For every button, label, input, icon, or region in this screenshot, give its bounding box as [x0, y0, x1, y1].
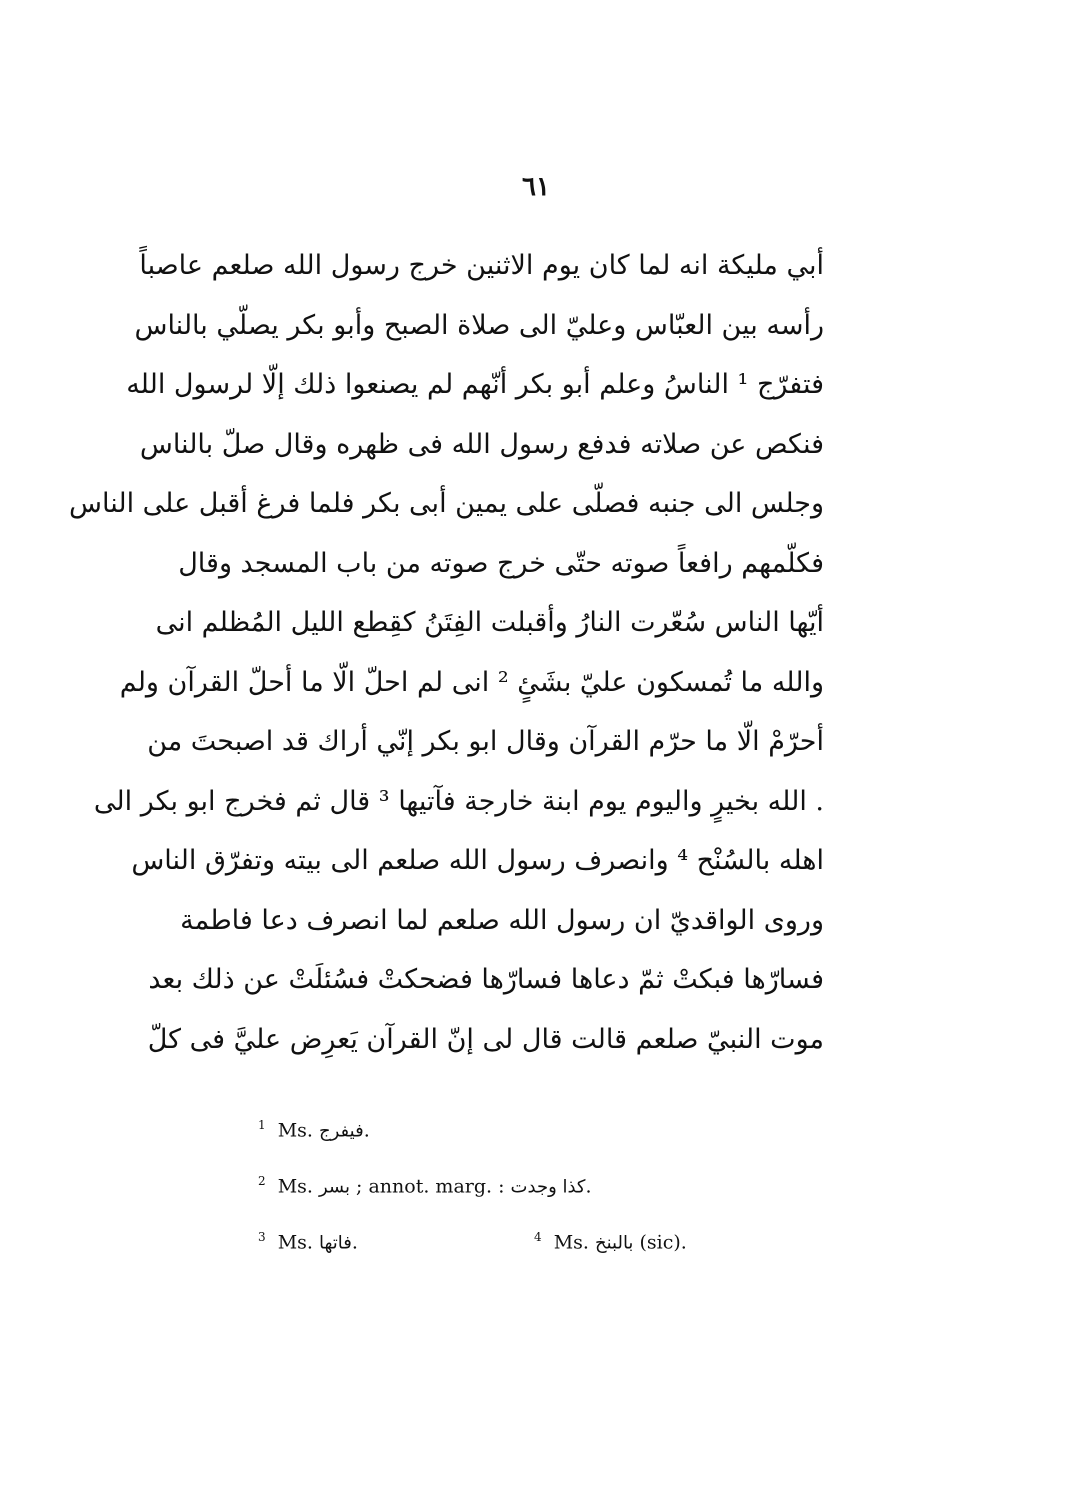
footnotes: [0, 1118, 1072, 1288]
text-line: موت النبيّ صلعم قالت قال لى إنّ القرآن يَعرِض عليَّ فى كلّ: [147, 1023, 824, 1055]
footnote-number: 3: [258, 1230, 266, 1244]
text-line: . الله بخيرٍ واليوم يوم ابنة خارجة فآتيها ³ قال ثم فخرج ابو بكر الى: [93, 785, 824, 817]
footnote-arabic: بسر: [318, 1176, 350, 1198]
footnote-number: 4: [534, 1230, 542, 1244]
footnote-2: [258, 1174, 592, 1197]
footnote-arabic: فاتها: [318, 1232, 352, 1254]
footnote-prefix: Ms.: [553, 1231, 589, 1254]
text-line: والله ما تُمسكون عليّ بشَئٍ ² انى لم احلّ الّا ما أحلّ القرآن ولم: [119, 666, 824, 698]
footnote-suffix: (sic).: [639, 1231, 687, 1254]
text-line: رأسه بين العبّاس وعليّ الى صلاة الصبح وأبو بكر يصلّي بالناس: [134, 309, 824, 341]
page-number: ٦١: [522, 172, 550, 202]
footnote-arabic-2: كذا وجدت: [510, 1176, 586, 1198]
text-line: أيّها الناس سُعّرت النارُ وأقبلت الفِتَنُ كقِطع الليل المُظلم انى: [155, 607, 824, 638]
text-line: فتفرّج ¹ الناسُ وعلم أبو بكر أنّهم لم يصنعوا ذلك إلّا لرسول الله: [126, 369, 824, 400]
footnote-number: 1: [258, 1118, 266, 1132]
footnote-prefix: Ms.: [277, 1175, 313, 1198]
text-line: أحرّمْ الّا ما حرّم القرآن وقال ابو بكر إنّي أراك قد اصبحتَ من: [147, 726, 824, 757]
text-line: أبي مليكة انه لما كان يوم الاثنين خرج رسول الله صلعم عاصباً: [139, 250, 824, 281]
text-line: فنكص عن صلاته فدفع رسول الله فى ظهره وقال صلّ بالناس: [139, 428, 824, 460]
footnote-suffix: .: [585, 1175, 592, 1198]
footnote-middle: ; annot. marg. :: [356, 1175, 505, 1198]
footnote-prefix: Ms.: [277, 1119, 313, 1142]
main-text: [69, 236, 824, 1069]
footnote-1: [258, 1118, 370, 1141]
footnote-suffix: .: [351, 1231, 358, 1254]
footnote-4: [534, 1230, 687, 1253]
text-line: فسارّها فبكتْ ثمّ دعاها فسارّها فضحكتْ فسُئلَتْ عن ذلك بعد: [148, 964, 824, 995]
footnote-number: 2: [258, 1174, 266, 1188]
footnote-3: [258, 1230, 358, 1253]
footnote-arabic: فيفرج: [318, 1120, 364, 1142]
footnote-suffix: .: [363, 1119, 370, 1142]
text-line: وجلس الى جنبه فصلّى على يمين أبى بكر فلما فرغ أقبل على الناس: [69, 488, 824, 519]
footnote-prefix: Ms.: [277, 1231, 313, 1254]
footnote-arabic: بالبنخ: [594, 1232, 634, 1254]
text-line: وروى الواقديّ ان رسول الله صلعم لما انصرف دعا فاطمة: [180, 904, 824, 936]
text-line: اهله بالسُنْح ⁴ وانصرف رسول الله صلعم الى بيته وتفرّق الناس: [131, 845, 824, 876]
text-line: فكلّمهم رافعاً صوته حتّى خرج صوته من باب المسجد وقال: [178, 547, 824, 579]
